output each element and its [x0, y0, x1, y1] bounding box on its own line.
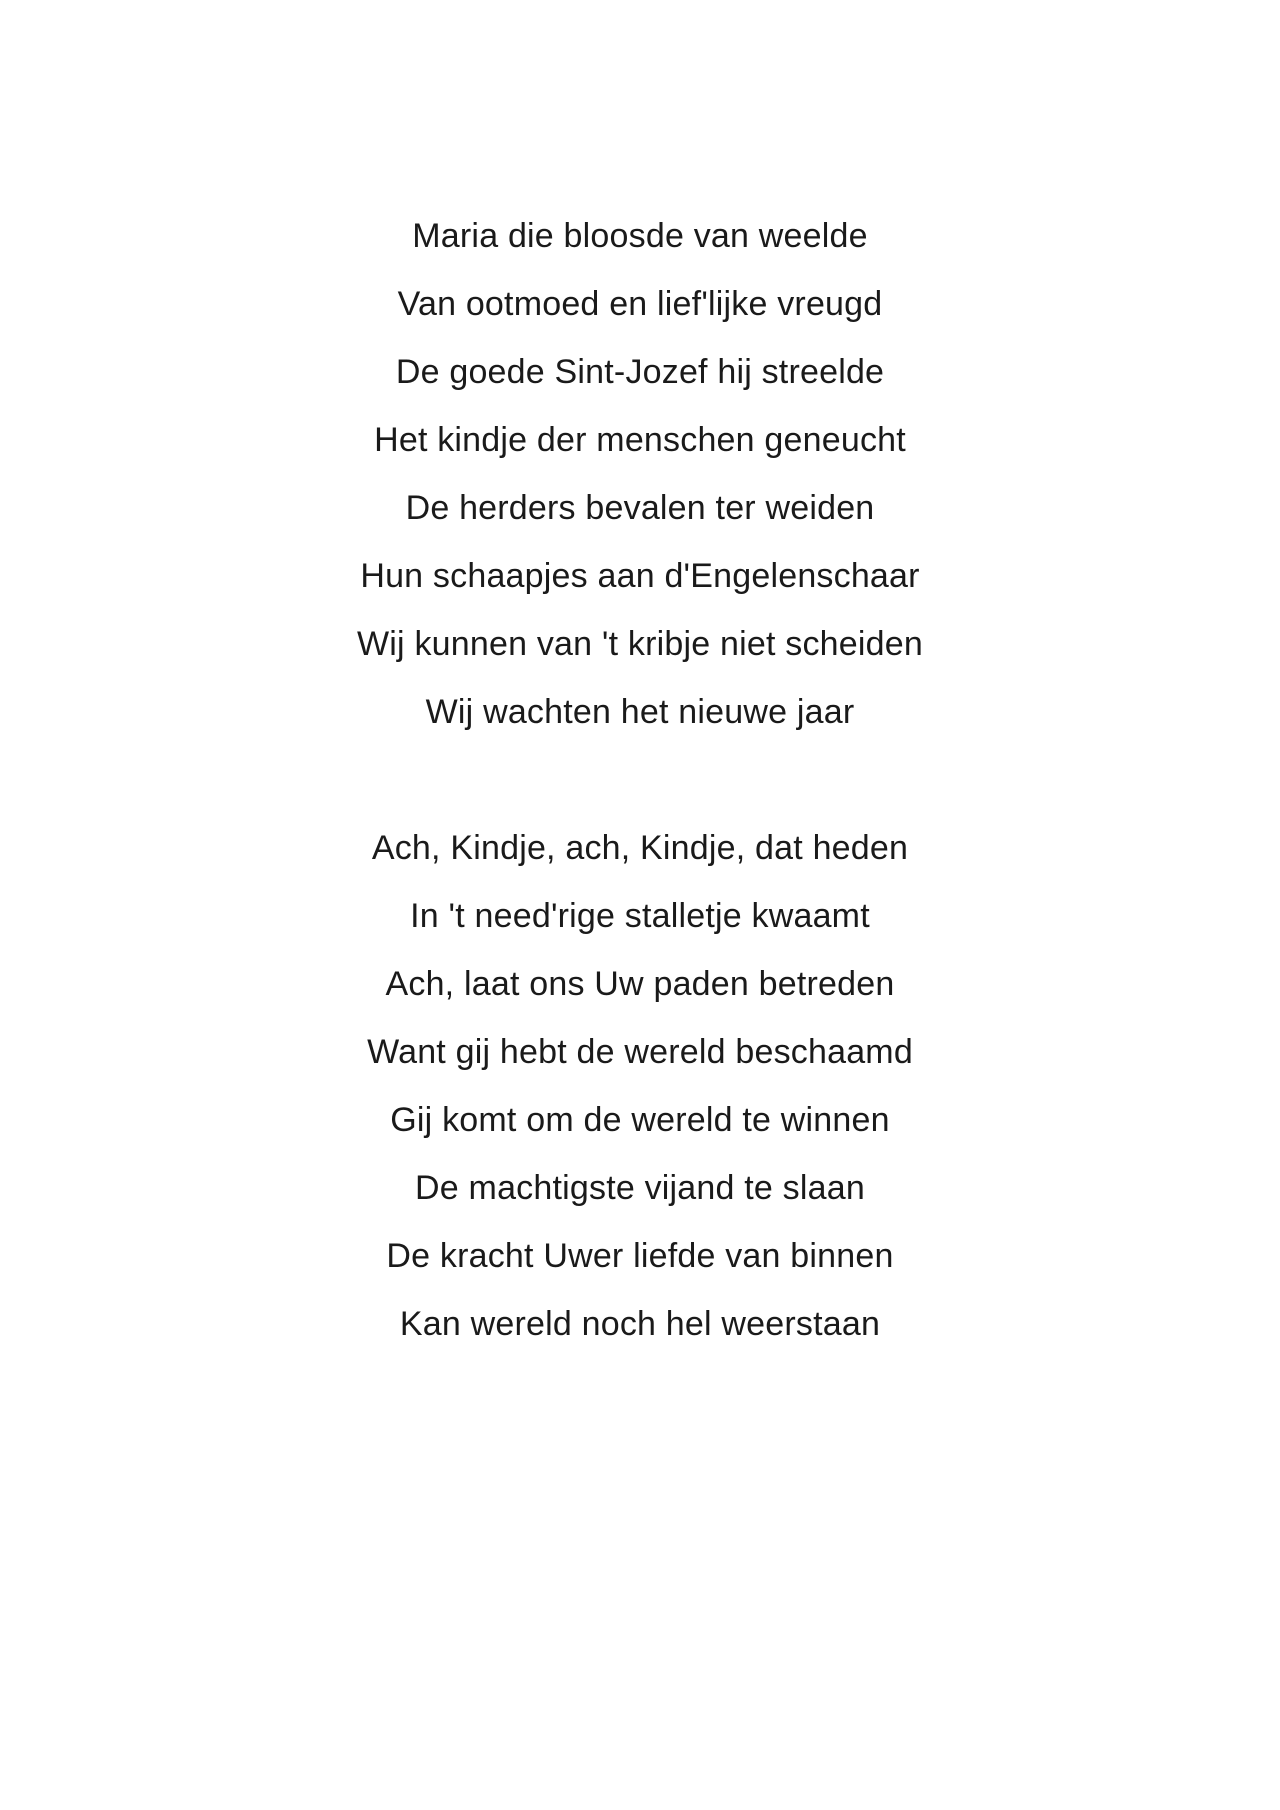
- poem-line: De goede Sint-Jozef hij streelde: [395, 353, 885, 391]
- poem-line: De machtigste vijand te slaan: [415, 1169, 865, 1207]
- poem-line: Wij kunnen van 't kribje niet scheiden: [357, 625, 923, 663]
- poem-line: Maria die bloosde van weelde: [412, 217, 868, 255]
- stanza-1: [0, 202, 1280, 746]
- poem-line: In 't need'rige stalletje kwaamt: [410, 897, 870, 935]
- poem-line: Kan wereld noch hel weerstaan: [399, 1305, 881, 1343]
- poem-line: Hun schaapjes aan d'Engelenschaar: [360, 557, 920, 595]
- stanza-gap: [0, 746, 1280, 814]
- stanza-2: [0, 814, 1280, 1358]
- poem-line: De herders bevalen ter weiden: [405, 489, 875, 527]
- poem-line: De kracht Uwer liefde van binnen: [386, 1237, 894, 1275]
- poem-line: Het kindje der menschen geneucht: [374, 421, 906, 459]
- poem-line: Van ootmoed en lief'lijke vreugd: [397, 285, 883, 323]
- poem-line: Wij wachten het nieuwe jaar: [425, 693, 855, 731]
- poem-line: Ach, laat ons Uw paden betreden: [385, 965, 895, 1003]
- poem-line: Gij komt om de wereld te winnen: [390, 1101, 890, 1139]
- poem-line: Ach, Kindje, ach, Kindje, dat heden: [371, 829, 909, 867]
- poem-line: Want gij hebt de wereld beschaamd: [367, 1033, 913, 1071]
